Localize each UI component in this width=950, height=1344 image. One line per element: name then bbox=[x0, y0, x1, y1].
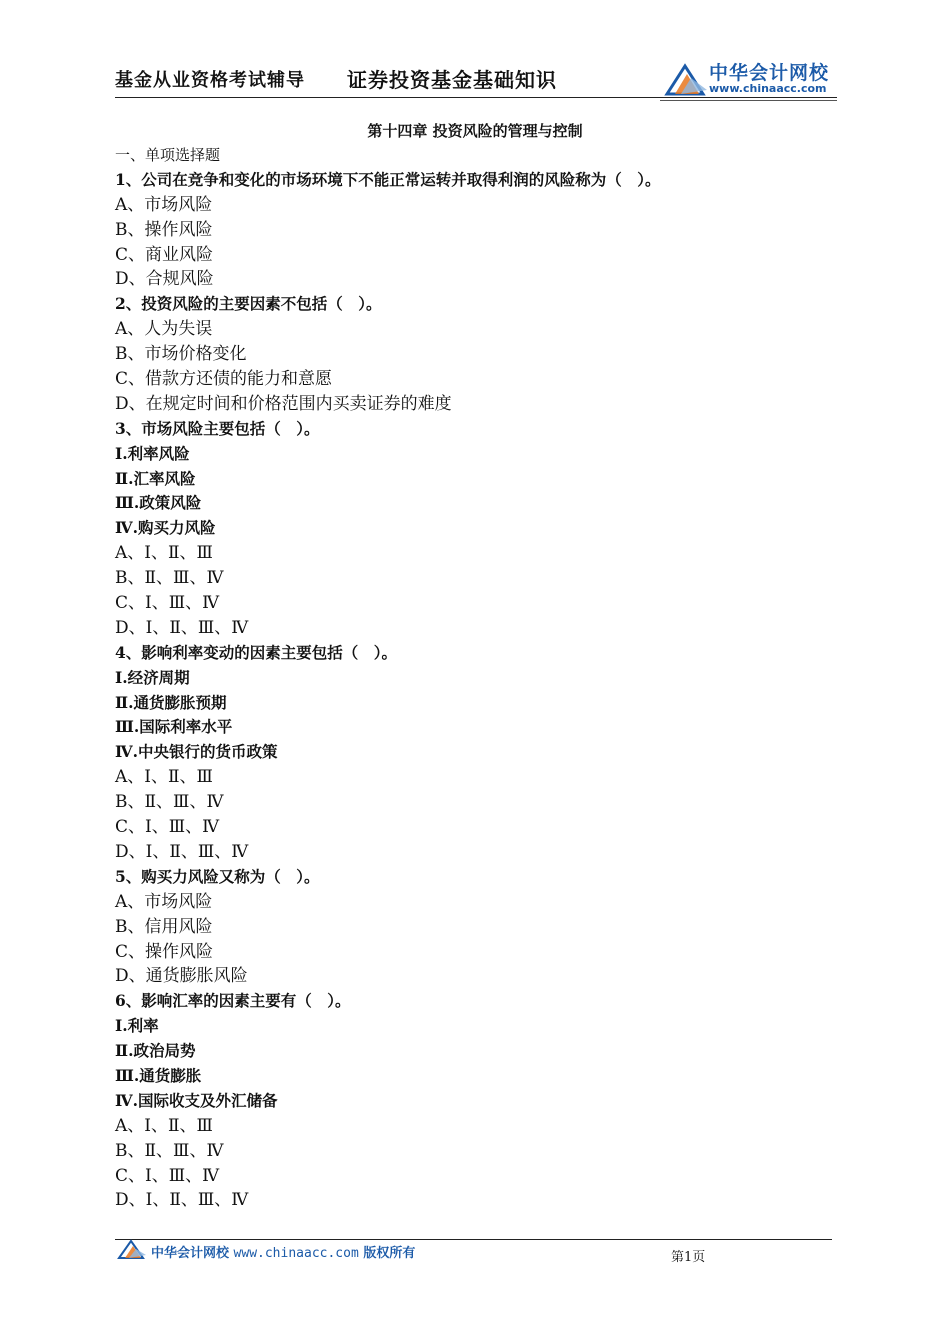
question-stem: 5、购买力风险又称为（ ）。 bbox=[115, 866, 320, 886]
answer-option: A、Ⅰ、Ⅱ、Ⅲ bbox=[115, 1115, 213, 1136]
question-stem: 2、投资风险的主要因素不包括（ ）。 bbox=[115, 294, 382, 314]
exam-title: 基金从业资格考试辅导 bbox=[115, 70, 305, 91]
site-logo[interactable] bbox=[663, 60, 843, 98]
section-heading: 一、单项选择题 bbox=[115, 146, 221, 164]
answer-option: A、人为失误 bbox=[115, 319, 213, 340]
chapter-title: 第十四章 投资风险的管理与控制 bbox=[367, 122, 583, 140]
header-divider-secondary bbox=[660, 100, 837, 101]
question-stem: 4、影响利率变动的因素主要包括（ ）。 bbox=[115, 642, 398, 662]
answer-option: D、通货膨胀风险 bbox=[115, 966, 248, 987]
question-stem: 3、市场风险主要包括（ ）。 bbox=[115, 418, 320, 438]
question-statement: Ⅱ.政治局势 bbox=[115, 1041, 196, 1061]
page-footer bbox=[117, 1234, 837, 1264]
footer-logo-icon bbox=[117, 1238, 147, 1260]
question-statement: Ⅱ.汇率风险 bbox=[115, 468, 196, 488]
header-divider bbox=[115, 97, 837, 98]
course-title: 证券投资基金基础知识 bbox=[347, 68, 557, 92]
logo-emblem-icon bbox=[663, 60, 709, 98]
question-statement: Ⅲ.通货膨胀 bbox=[115, 1065, 202, 1085]
question-statement: Ⅳ.购买力风险 bbox=[115, 518, 216, 538]
question-statement: Ⅰ.利率 bbox=[115, 1016, 159, 1036]
answer-option: B、Ⅱ、Ⅲ、Ⅳ bbox=[115, 1140, 224, 1161]
answer-option: A、市场风险 bbox=[115, 194, 213, 215]
answer-option: B、Ⅱ、Ⅲ、Ⅳ bbox=[115, 568, 224, 589]
answer-option: D、合规风险 bbox=[115, 269, 214, 290]
page-header bbox=[115, 60, 837, 98]
answer-option: C、Ⅰ、Ⅲ、Ⅳ bbox=[115, 1165, 220, 1186]
footer-copyright bbox=[151, 1242, 415, 1261]
answer-option: A、Ⅰ、Ⅱ、Ⅲ bbox=[115, 543, 213, 564]
answer-option: C、商业风险 bbox=[115, 244, 214, 265]
answer-option: B、Ⅱ、Ⅲ、Ⅳ bbox=[115, 792, 224, 813]
answer-option: D、Ⅰ、Ⅱ、Ⅲ、Ⅳ bbox=[115, 1190, 249, 1211]
footer-url[interactable]: www.chinaacc.com bbox=[233, 1246, 359, 1261]
answer-option: D、Ⅰ、Ⅱ、Ⅲ、Ⅳ bbox=[115, 617, 249, 638]
question-statement: Ⅳ.中央银行的货币政策 bbox=[115, 742, 278, 762]
question-stem: 6、影响汇率的因素主要有（ ）。 bbox=[115, 991, 351, 1011]
footer-brand: 中华会计网校 bbox=[151, 1246, 230, 1261]
question-statement: Ⅲ.政策风险 bbox=[115, 493, 202, 513]
answer-option: A、市场风险 bbox=[115, 891, 213, 912]
answer-option: B、信用风险 bbox=[115, 916, 213, 937]
logo-brand-name: 中华会计网校 bbox=[709, 62, 830, 84]
answer-option: B、操作风险 bbox=[115, 219, 213, 240]
question-statement: Ⅰ.利率风险 bbox=[115, 443, 190, 463]
answer-option: C、Ⅰ、Ⅲ、Ⅳ bbox=[115, 817, 220, 838]
logo-url: www.chinaacc.com bbox=[709, 82, 827, 95]
page-number: 第1页 bbox=[671, 1250, 706, 1265]
answer-option: D、在规定时间和价格范围内买卖证券的难度 bbox=[115, 393, 452, 414]
answer-option: D、Ⅰ、Ⅱ、Ⅲ、Ⅳ bbox=[115, 841, 249, 862]
answer-option: C、Ⅰ、Ⅲ、Ⅳ bbox=[115, 593, 220, 614]
question-list bbox=[115, 143, 835, 1213]
question-statement: Ⅰ.经济周期 bbox=[115, 667, 190, 687]
question-stem: 1、公司在竞争和变化的市场环境下不能正常运转并取得利润的风险称为（ ）。 bbox=[115, 169, 661, 189]
answer-option: C、操作风险 bbox=[115, 941, 214, 962]
footer-rights: 版权所有 bbox=[363, 1246, 416, 1261]
answer-option: A、Ⅰ、Ⅱ、Ⅲ bbox=[115, 767, 213, 788]
answer-option: B、市场价格变化 bbox=[115, 344, 247, 365]
question-statement: Ⅲ.国际利率水平 bbox=[115, 717, 233, 737]
question-statement: Ⅳ.国际收支及外汇储备 bbox=[115, 1090, 278, 1110]
question-statement: Ⅱ.通货膨胀预期 bbox=[115, 692, 227, 712]
answer-option: C、借款方还债的能力和意愿 bbox=[115, 369, 333, 390]
